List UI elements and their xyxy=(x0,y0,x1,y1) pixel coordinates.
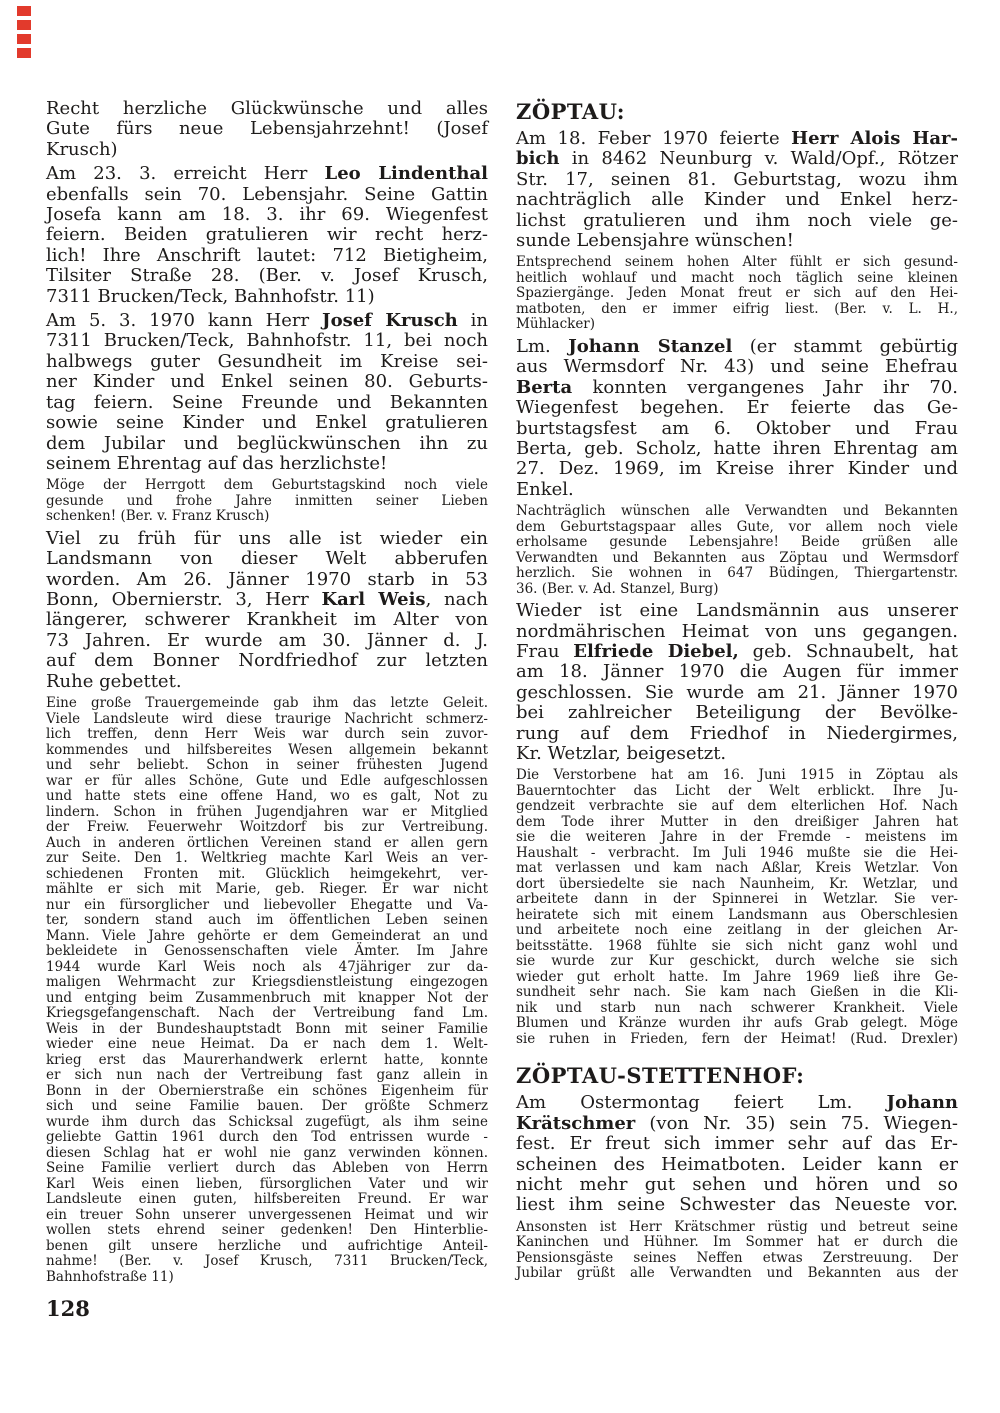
text-line: Karl Weis einen lieben, fürsorglichen Vater und wir xyxy=(46,1175,488,1192)
person-name: Johann xyxy=(886,1092,958,1114)
text-line: Haushalt - verbracht. Im Juli 1946 mußte sie die Hei- xyxy=(516,844,958,861)
text-line: längerer, schwerer Krankheit im Alter von xyxy=(46,609,488,631)
text-line: herzlich. Sie wohnen in 647 Büdingen, Thiergartenstr. xyxy=(516,565,958,582)
text-line: sowie seine Kinder und Enkel gratulieren xyxy=(46,412,488,434)
text-line: war er für alles Schöne, Gute und Edle aufgeschlossen xyxy=(46,772,488,789)
paragraph xyxy=(516,129,958,251)
person-name: Johann Stanzel xyxy=(568,335,733,357)
red-dash-icon xyxy=(17,34,31,44)
text-line: 7311 Brucken/Teck, Bahnhofstr. 11) xyxy=(46,285,375,307)
text-line: worden. Am 26. Jänner 1970 starb in 53 xyxy=(46,568,488,590)
text-line: Am 5. 3. 1970 kann Herr Josef Krusch in xyxy=(46,310,489,332)
paragraph xyxy=(46,164,488,307)
text-line: sundheit sehr nach. Sie kam nach Gießen in die Kli- xyxy=(516,984,958,1001)
person-name: Josef Krusch xyxy=(322,310,458,332)
person-name: bich xyxy=(516,148,560,170)
text-line: er sich nun nach der Vertreibung fast ganz allein in xyxy=(46,1067,488,1084)
right-column xyxy=(516,99,958,1282)
person-name: Krätschmer xyxy=(516,1112,636,1134)
text-line: sie ruhen in Frieden, fern der Heimat! (Rud. Drexler) xyxy=(516,1030,958,1047)
text-line: Josefa kann am 18. 3. ihr 69. Wiegenfest xyxy=(46,204,488,226)
text-line: wollen stets ehrend seiner gedenken! Den Hinterblie- xyxy=(46,1222,488,1239)
text-line: fest. Er freut sich immer sehr auf das Er- xyxy=(516,1133,958,1155)
text-line: Am 23. 3. erreicht Herr Leo Lindenthal xyxy=(46,163,488,185)
text-line: Blumen und Kränze wurden ihr aufs Grab gelegt. Möge xyxy=(516,1015,958,1032)
text-line: Weis in der Bundeshauptstadt Bonn mit seiner Familie xyxy=(46,1020,488,1037)
text-line: 27. Dez. 1969, im Kreise ihrer Kinder und xyxy=(516,458,958,480)
paragraph xyxy=(46,311,488,474)
paragraph xyxy=(46,478,488,525)
text-line: maligen Wehrmacht zur Kriegsdienstleistung eingezogen xyxy=(46,974,488,991)
text-line: und sehr beliebt. Schon in seiner frühesten Jugend xyxy=(46,757,488,774)
paragraph xyxy=(516,1093,958,1215)
text-line: dem Jubilar und beglückwünschen ihn zu xyxy=(46,432,488,454)
section-heading: ZÖPTAU: xyxy=(516,99,626,124)
text-line: matboten, den er immer eifrig liest. (Ber. v. L. H., xyxy=(516,300,958,317)
text-line: und entging beim Zusammenbruch mit knapper Not der xyxy=(46,989,488,1006)
person-name: Karl Weis xyxy=(321,589,426,611)
text-line: Kr. Wetzlar, beigesetzt. xyxy=(516,743,727,765)
text-line: Enkel. xyxy=(516,478,574,500)
text-line: seinem Ehrentag auf das herzlichste! xyxy=(46,452,388,474)
text-line: Str. 17, seinen 81. Geburtstag, wozu ihm xyxy=(516,168,958,190)
text-line: Auch in anderen örtlichen Vereinen stand er allen gern xyxy=(46,834,488,851)
paragraph xyxy=(516,255,958,333)
text-line: mat verlassen und kam nach Aßlar, Kreis Wetzlar. Von xyxy=(516,860,958,877)
text-line: Berta, geb. Scholz, hatte ihren Ehrentag am xyxy=(516,437,958,459)
text-line: auf dem Bonner Nordfriedhof zur letzten xyxy=(46,650,488,672)
text-line: Pensionsgäste seines Neffen etwas Zerstreuung. Der xyxy=(516,1249,958,1266)
paragraph xyxy=(46,99,488,160)
text-line: nur ein fürsorglicher und liebevoller Ehegatte und Va- xyxy=(46,896,488,913)
text-line: schenken! (Ber. v. Franz Krusch) xyxy=(46,508,270,525)
text-line: dem Tode ihrer Mutter in den dreißiger Jahren hat xyxy=(516,813,958,830)
paragraph xyxy=(516,504,958,597)
text-line: Gute fürs neue Lebensjahrzehnt! (Josef xyxy=(46,118,488,140)
text-line: Ruhe gebettet. xyxy=(46,670,182,692)
text-line: Landsleute einen guten, hilfsbereiten Freund. Er war xyxy=(46,1191,488,1208)
text-line: Krätschmer (von Nr. 35) sein 75. Wiegen- xyxy=(516,1112,958,1134)
text-line: ner Kinder und Enkel seinen 80. Geburts- xyxy=(46,371,488,393)
text-line: scheinen des Heimatboten. Leider kann er xyxy=(516,1153,958,1175)
text-line: ein treuer Sohn unserer unvergessenen Heimat und wir xyxy=(46,1206,488,1223)
text-line: dort übersiedelte sie nach Naunheim, Kr. Wetzlar, und xyxy=(516,875,958,892)
text-line: lichst gratulieren und ihm noch viele ge- xyxy=(516,209,958,231)
text-line: Wieder ist eine Landsmännin aus unserer xyxy=(516,600,958,622)
text-line: Bonn in der Obernierstraße ein schönes Eigenheim für xyxy=(46,1082,488,1099)
text-line: Viel zu früh für uns alle ist wieder ein xyxy=(46,527,488,549)
text-line: wieder gut erholt hatte. Im Jahre 1969 ließ ihre Ge- xyxy=(516,968,958,985)
paragraph xyxy=(516,601,958,764)
person-name: Herr Alois Har- xyxy=(791,128,958,149)
text-line: gendzeit verbrachte sie auf dem elterlichen Hof. Nach xyxy=(516,798,958,815)
section-heading: ZÖPTAU-STETTENHOF: xyxy=(516,1063,805,1089)
red-dash-icon xyxy=(17,6,31,16)
text-line: Eine große Trauergemeinde gab ihm das letzte Geleit. xyxy=(46,695,488,712)
text-line: krieg erst das Maurerhandwerk erlernt hatte, konnte xyxy=(46,1051,488,1068)
text-line: nordmährischen Heimat von uns gegangen. xyxy=(516,620,958,642)
paragraph xyxy=(46,696,488,1285)
text-line: Verwandten und Bekannten aus Zöptau und Wermsdorf xyxy=(516,549,958,566)
text-line: Seine Familie verliert durch das Ableben von Herrn xyxy=(46,1160,488,1177)
text-line: tag feiern. Seine Freunde und Bekannten xyxy=(46,391,488,413)
text-line: Am Ostermontag feiert Lm. Johann xyxy=(516,1092,958,1114)
text-line: Berta konnten vergangenes Jahr ihr 70. xyxy=(516,376,958,398)
text-line: Jubilar grüßt alle Verwandten und Bekannten aus der xyxy=(516,1265,958,1282)
text-line: bich in 8462 Neunburg v. Wald/Opf., Rötzer xyxy=(516,148,958,170)
text-line: 36. (Ber. v. Ad. Stanzel, Burg) xyxy=(516,580,719,597)
text-line: heiratete sich mit einem Landsmann aus Oberschlesien xyxy=(516,906,958,923)
text-line: Mann. Viele Jahre gehörte er dem Gemeinderat an und xyxy=(46,927,488,944)
text-line: benen gilt unsere herzliche und aufrichtige Anteil- xyxy=(46,1237,488,1254)
text-line: burtstagsfest am 6. Oktober und Frau xyxy=(516,417,958,439)
text-line: Spaziergänge. Jeden Monat freut er sich auf den Hei- xyxy=(516,285,958,302)
text-line: Kriegsgefangenschaft. Nach der Vertreibung fand Lm. xyxy=(46,1005,488,1022)
text-line: arbeitete dann in der Spinnerei in Wetzlar. Sie ver- xyxy=(516,891,958,908)
text-line: sunde Lebensjahre wünschen! xyxy=(516,230,794,252)
text-line: Landsmann von dieser Welt abberufen xyxy=(46,548,488,570)
person-name: Berta xyxy=(516,376,573,398)
paragraph xyxy=(516,1220,958,1282)
text-line: der Freiw. Feuerwehr Woitzdorf bis zur Vertreibung. xyxy=(46,819,488,836)
text-line: liest ihm seine Schwester das Neueste vor. xyxy=(516,1194,958,1216)
red-registration-marks xyxy=(17,6,31,62)
text-line: wurde ihm durch das Schicksal zugefügt, als ihm seine xyxy=(46,1113,488,1130)
left-column xyxy=(46,99,488,1285)
text-line: lich treffen, denn Herr Weis war durch sein zuvor- xyxy=(46,726,488,743)
text-line: nicht mehr gut sehen und hören und so xyxy=(516,1174,958,1196)
person-name: Elfriede Diebel, xyxy=(573,641,739,662)
text-line: Möge der Herrgott dem Geburtstagskind noch viele xyxy=(46,477,488,494)
text-line: ebenfalls sein 70. Lebensjahr. Seine Gattin xyxy=(46,183,488,205)
text-line: sie wurde zur Kur geschickt, durch welche sie sich xyxy=(516,953,958,970)
text-line: Entsprechend seinem hohen Alter fühlt er sich gesund- xyxy=(516,254,958,271)
text-line: zur Seite. Den 1. Weltkrieg machte Karl Weis an ver- xyxy=(46,850,488,867)
text-line: 73 Jahren. Er wurde am 30. Jänner d. J. xyxy=(46,629,488,651)
text-line: bekleidete in Genossenschaften viele Ämter. Im Jahre xyxy=(46,943,488,960)
text-line: Ansonsten ist Herr Krätschmer rüstig und betreut seine xyxy=(516,1218,958,1235)
text-line: 1944 wurde Karl Weis noch als 47jähriger zur da- xyxy=(46,958,488,975)
text-line: Am 18. Feber 1970 feierte Herr Alois Har- xyxy=(516,128,958,149)
text-line: nahme! (Ber. v. Josef Krusch, 7311 Brucken/Teck, xyxy=(46,1253,488,1270)
text-line: gesunde und frohe Jahre inmitten seiner Lieben xyxy=(46,492,488,509)
text-line: Die Verstorbene hat am 16. Juni 1915 in Zöptau als xyxy=(516,767,958,784)
text-line: halbwegs guter Gesundheit im Kreise sei- xyxy=(46,350,488,372)
red-dash-icon xyxy=(17,20,31,30)
text-line: wieder eine neue Heimat. Da er nach dem 1. Welt- xyxy=(46,1036,488,1053)
text-line: nik und starb nun nach schwerer Krankheit. Viele xyxy=(516,999,958,1016)
text-line: mählte er sich mit Marie, geb. Rieger. Er war nicht xyxy=(46,881,488,898)
text-line: Lm. Johann Stanzel (er stammt gebürtig xyxy=(516,335,958,357)
text-line: erholsame gesunde Lebensjahre! Beide grüßen alle xyxy=(516,534,958,551)
text-line: Recht herzliche Glückwünsche und alles xyxy=(46,98,488,119)
text-line: nachträglich alle Kinder und Enkel herz- xyxy=(516,189,958,211)
text-line: kommendes und hilfsbereites Wesen allgemein bekannt xyxy=(46,741,488,758)
text-line: rung auf dem Friedhof in Niedergirmes, xyxy=(516,722,958,744)
text-line: diesen Schlag hat er wohl nie ganz verwinden können. xyxy=(46,1144,488,1161)
text-line: lindern. Schon in frühen Jugendjahren war er Mitglied xyxy=(46,803,488,820)
paragraph xyxy=(516,768,958,1047)
text-line: geliebte Gattin 1961 durch den Tod entrissen wurde - xyxy=(46,1129,488,1146)
text-line: Tilsiter Straße 28. (Ber. v. Josef Krusch, xyxy=(46,265,488,287)
text-line: Nachträglich wünschen alle Verwandten und Bekannten xyxy=(516,503,958,520)
text-line: Bauerntochter das Licht der Welt erblickt. Ihre Ju- xyxy=(516,782,958,799)
text-line: schiedenen Fronten mit. Glücklich heimgekehrt, ver- xyxy=(46,865,488,882)
text-line: feiern. Beiden gratulieren wir recht herz- xyxy=(46,224,488,246)
text-line: geschlossen. Sie wurde am 21. Jänner 1970 xyxy=(516,681,958,703)
text-line: Kaninchen und Hühner. Im Sommer hat er durch die xyxy=(516,1234,958,1251)
text-line: Mühlacker) xyxy=(516,316,596,333)
text-line: lich! Ihre Anschrift lautet: 712 Bietigheim, xyxy=(46,244,488,266)
text-line: und hatte stets eine offene Hand, wo es galt, Not zu xyxy=(46,788,488,805)
text-line: Krusch) xyxy=(46,138,118,160)
text-line: und arbeitete noch eine zeitlang in der gleichen Ar- xyxy=(516,922,958,939)
text-line: bei zahlreicher Beteiligung der Bevölke- xyxy=(516,702,958,724)
text-line: heitlich wohlauf und macht noch täglich seine kleinen xyxy=(516,269,958,286)
paragraph xyxy=(46,529,488,692)
text-line: beitsstätte. 1968 fühlte sie sich nicht ganz wohl und xyxy=(516,937,958,954)
text-line: Bahnhofstraße 11) xyxy=(46,1268,174,1285)
text-line: ter, sondern stand auch im öffentlichen Leben seinen xyxy=(46,912,488,929)
red-dash-icon xyxy=(17,48,31,58)
text-line: Viele Landsleute wird diese traurige Nachricht schmerz- xyxy=(46,710,488,727)
text-line: dem Geburtstagspaar alles Gute, vor allem noch viele xyxy=(516,518,958,535)
text-line: 7311 Brucken/Teck, Bahnhofstr. 11, bei noch xyxy=(46,330,488,352)
text-line: sie die weiteren Jahre in der Fremde - meistens im xyxy=(516,829,958,846)
text-line: Wiegenfest begehen. Er feierte das Ge- xyxy=(516,397,958,419)
page-number: 128 xyxy=(46,1296,90,1321)
text-line: sich und seine Familie bauen. Der größte Schmerz xyxy=(46,1098,488,1115)
paragraph xyxy=(516,337,958,500)
text-line: aus Wermsdorf Nr. 43) und seine Ehefrau xyxy=(516,356,958,378)
text-line: Frau Elfriede Diebel, geb. Schnaubelt, hat xyxy=(516,641,959,662)
text-line: am 18. Jänner 1970 die Augen für immer xyxy=(516,661,958,683)
text-line: Bonn, Obernierstr. 3, Herr Karl Weis, nach xyxy=(46,589,488,611)
person-name: Leo Lindenthal xyxy=(324,163,488,185)
